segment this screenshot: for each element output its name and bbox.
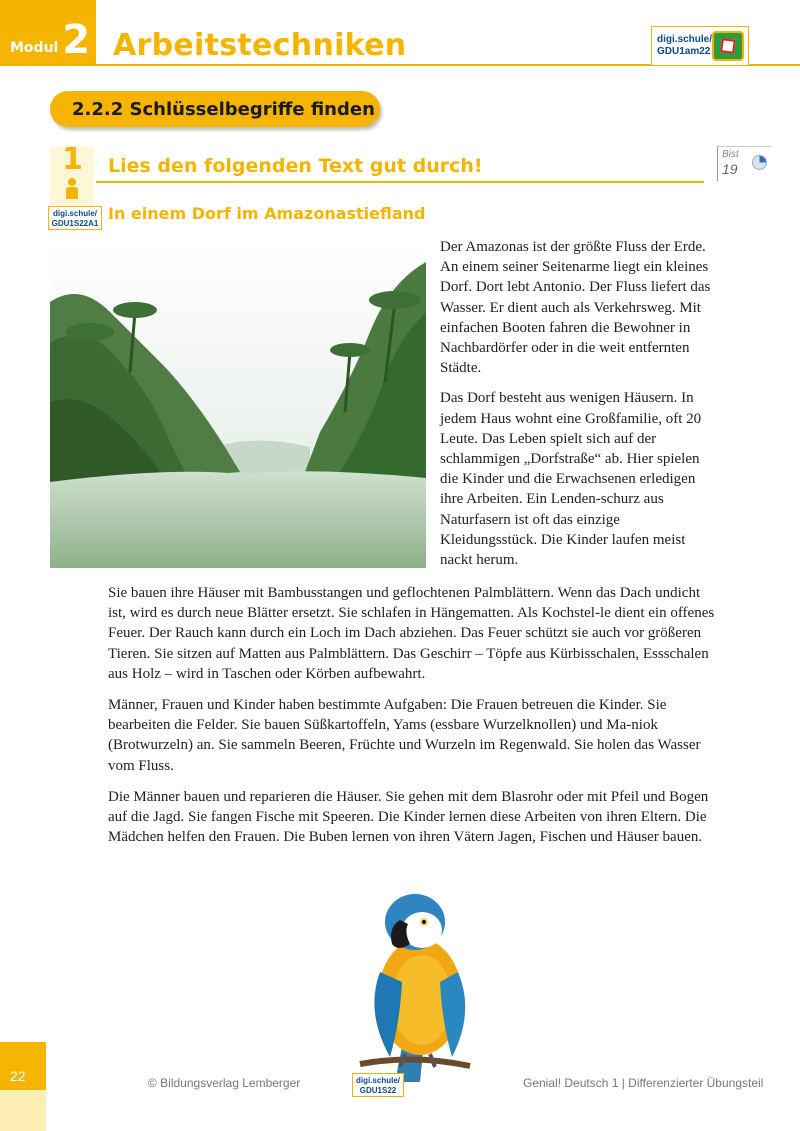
text-subtitle: In einem Dorf im Amazonastiefland <box>108 204 426 223</box>
series-title: Genial! Deutsch 1 | Differenzierter Übungsteil <box>523 1076 764 1090</box>
parrot-illustration <box>340 882 490 1082</box>
digi-link-code: GDU1S22 <box>359 1086 397 1095</box>
person-icon <box>66 178 78 199</box>
task-number: 1 <box>62 142 83 177</box>
amazon-river-photo <box>50 242 426 568</box>
clock-icon <box>752 155 767 170</box>
modul-number: 2 <box>62 17 91 63</box>
section-title: 2.2.2 Schlüsselbegriffe finden <box>72 98 375 120</box>
digi-link-line1: digi.schule/ <box>355 1076 400 1085</box>
digi-link-line1: digi.schule/ <box>657 34 713 45</box>
task-divider <box>96 181 704 183</box>
text-column <box>440 237 720 580</box>
paragraph: Sie bauen ihre Häuser mit Bambusstangen und geflochtenen Palmblättern. Wenn das Dach undicht ist, wird es durch neue Blätter ersetzt. Sie schlafen in Hängematten. Als Kochstel-le dient ein offenes Feuer. Der Rauch kann durch ein Loch im Dach abziehen. Das Feuer schützt sie auch vor größeren Tieren. Sie sitzen auf Matten aus Palmblättern. Das Geschirr – Töpfe aus Kürbisschalen, Essschalen aus Holz – wird in Taschen oder Körben aufbewahrt. <box>108 585 715 682</box>
digi-schule-link-footer[interactable] <box>352 1073 404 1097</box>
paragraph: Die Männer bauen und reparieren die Häuser. Sie gehen mit dem Blasrohr oder mit Pfeil und Bogen auf die Jagd. Sie fangen Fische mit Speeren. Die Kinder lernen diese Arbeiten von ihren Eltern. Die Mädchen helfen den Frauen. Die Buben lernen von ihren Vätern Jagen, Fischen und Häuser bauen. <box>108 788 709 846</box>
publisher-credit: © Bildungsverlag Lemberger <box>148 1076 301 1090</box>
modul-label: Modul <box>10 40 59 56</box>
digi-schule-link-task[interactable] <box>48 206 102 230</box>
page-title: Arbeitstechniken <box>113 28 407 63</box>
digi-link-code: GDU1am22 <box>657 46 711 57</box>
page-number: 22 <box>10 1068 26 1084</box>
paragraph: Männer, Frauen und Kinder haben bestimmte Aufgaben: Die Frauen betreuen die Kinder. Sie bearbeiten die Felder. Sie bauen Süßkartoffeln, Yams (essbare Wurzelknollen) und Ma-niok (Brotwurzeln) an. Sie sammeln Beeren, Früchte und Wurzeln im Regenwald. Sie holen das Wasser vom Fluss. <box>108 697 701 774</box>
app-icon <box>712 31 744 61</box>
paragraph: Der Amazonas ist der größte Fluss der Erde. An einem seiner Seitenarme liegt ein kleines Dorf. Dort lebt Antonio. Der Fluss liefert das Wasser. Er dient auch als Verkehrsweg. Mit einfachen Booten fahren die Bewohner in Nachbardörfer oder in die weit entfernten Städte. <box>440 239 711 377</box>
bist-label: Bist <box>722 149 739 160</box>
bist-number: 19 <box>722 161 738 177</box>
digi-link-code: GDU1S22A1 <box>51 219 99 228</box>
modul-badge <box>0 0 96 66</box>
text-body <box>108 583 720 858</box>
digi-link-line1: digi.schule/ <box>52 209 97 218</box>
task-title: Lies den folgenden Text gut durch! <box>108 155 483 177</box>
bist-indicator <box>717 146 771 181</box>
digi-schule-link-header[interactable] <box>651 26 749 66</box>
paragraph: Das Dorf besteht aus wenigen Häusern. In jedem Haus wohnt eine Großfamilie, oft 20 Leute. Das Leben spielt sich auf der schlammigen „Dorfstraße“ ab. Hier spielen die Kinder und die Erwachsenen erledigen ihre Arbeiten. Ein Lenden-schurz aus Naturfasern ist oft das einzige Kleidungsstück. Die Kinder laufen meist nackt herum. <box>440 390 702 569</box>
section-heading <box>50 91 380 127</box>
